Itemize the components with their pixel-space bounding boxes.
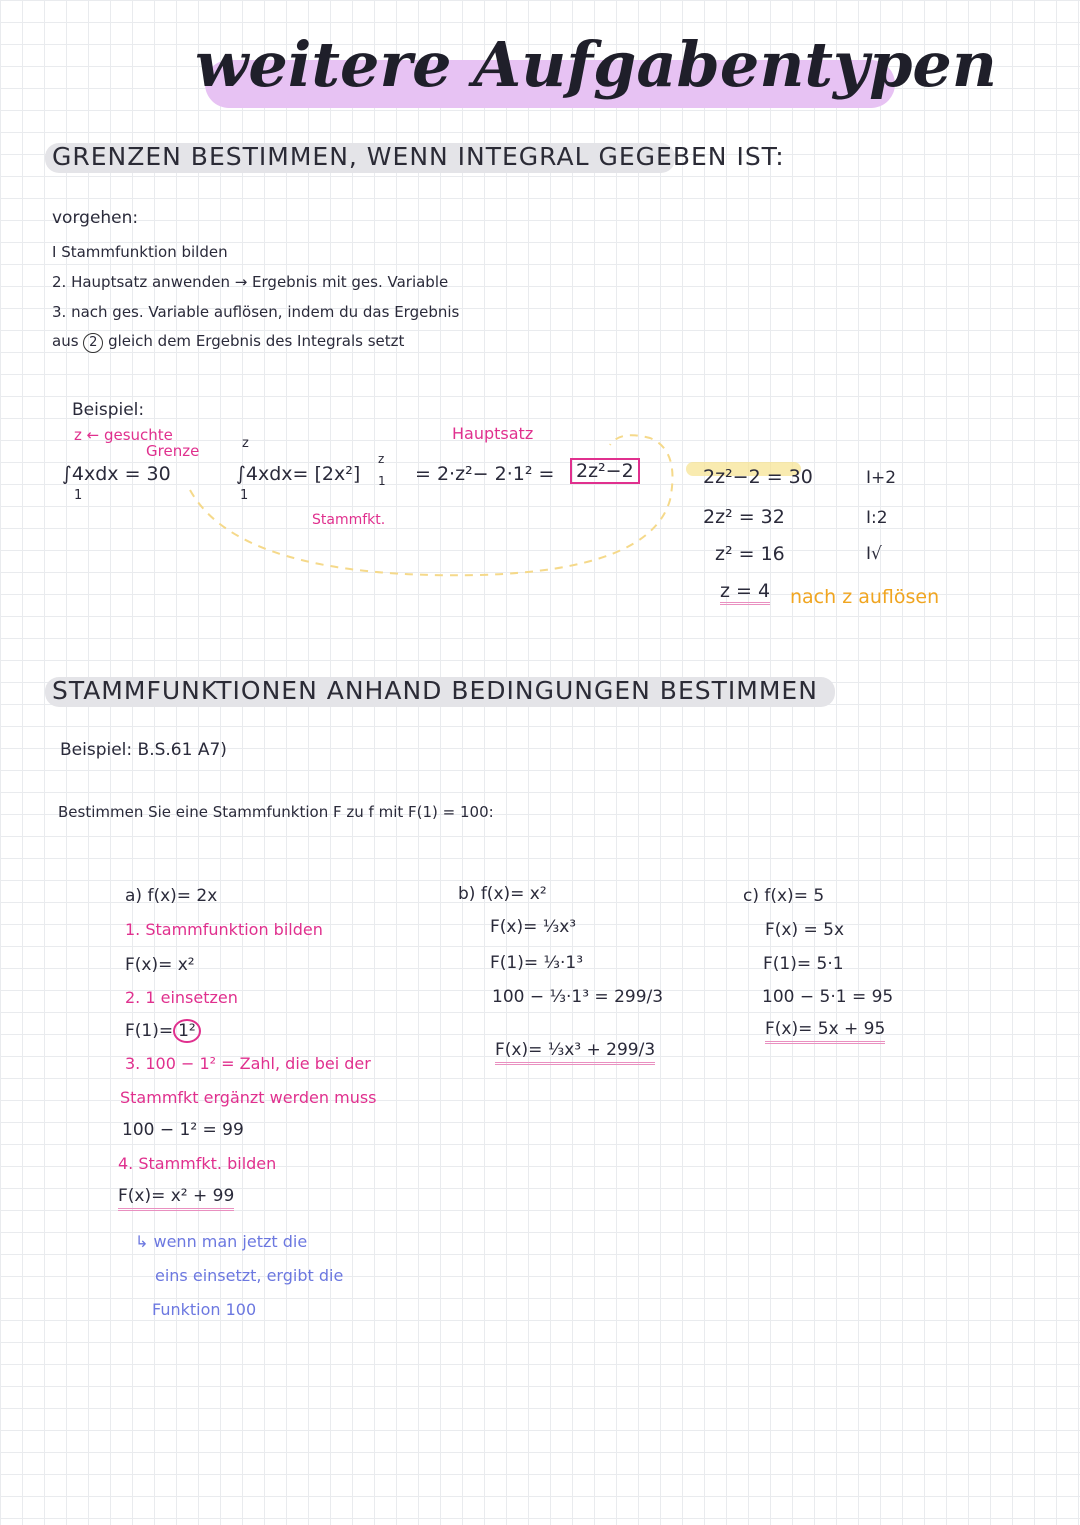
- stammfkt-label: Stammfkt.: [312, 512, 386, 528]
- hauptsatz-label: Hauptsatz: [452, 424, 534, 443]
- b-F1: F(1)= ⅓·1³: [490, 953, 584, 973]
- a-note-2: eins einsetzt, ergibt die: [155, 1266, 344, 1285]
- step-3-continued: [52, 332, 404, 353]
- boxed-result: 2z²−2: [570, 458, 640, 484]
- task-text: Bestimmen Sie eine Stammfunktion F zu f mit F(1) = 100:: [58, 803, 494, 821]
- op-2: I:2: [866, 508, 888, 528]
- b-f: b) f(x)= x²: [458, 884, 547, 904]
- step-3: 3. nach ges. Variable auflösen, indem du das Ergebnis: [52, 303, 460, 321]
- b-calc: 100 − ⅓·1³ = 299/3: [492, 987, 664, 1007]
- example-label: Beispiel:: [72, 400, 145, 420]
- solve-note: nach z auflösen: [790, 586, 940, 608]
- solve-line-4: z = 4: [720, 580, 770, 605]
- step-2: 2. Hauptsatz anwenden → Ergebnis mit ges. Variable: [52, 273, 449, 291]
- a-note-1: ↳ wenn man jetzt die: [135, 1232, 308, 1251]
- step-1: I Stammfunktion bilden: [52, 243, 228, 261]
- page-title: weitere Aufgabentypen: [195, 28, 997, 101]
- c-result: F(x)= 5x + 95: [765, 1019, 885, 1044]
- annotation-grenze: Grenze: [146, 442, 200, 460]
- op-1: I+2: [866, 468, 897, 488]
- c-F1: F(1)= 5·1: [763, 954, 844, 974]
- solve-line-2: 2z² = 32: [703, 506, 785, 528]
- hauptsatz-expression: = 2·z²− 2·1² =: [415, 463, 555, 485]
- annotation-gesuchte: z ← gesuchte: [74, 426, 173, 444]
- a-F1: [125, 1021, 201, 1041]
- given-integral: ∫4xdx = 30: [62, 463, 171, 485]
- a-note-3: Funktion 100: [152, 1300, 257, 1319]
- section2-heading: STAMMFUNKTIONEN ANHAND BEDINGUNGEN BESTIMMEN: [52, 676, 818, 705]
- step-3-pre: aus: [52, 332, 79, 350]
- bracket-lower: 1: [378, 474, 386, 488]
- a-step4: 4. Stammfkt. bilden: [118, 1154, 277, 1173]
- a-step3b: Stammfkt ergänzt werden muss: [120, 1088, 377, 1107]
- b-result: F(x)= ⅓x³ + 299/3: [495, 1040, 655, 1065]
- integral-lower: 1: [240, 488, 249, 503]
- c-calc: 100 − 5·1 = 95: [762, 987, 894, 1007]
- example-reference: Beispiel: B.S.61 A7): [60, 740, 227, 760]
- step-3-post: gleich dem Ergebnis des Integrals setzt: [108, 332, 405, 350]
- c-f: c) f(x)= 5: [743, 886, 825, 906]
- a-step3a: 3. 100 − 1² = Zahl, die bei der: [125, 1054, 371, 1073]
- a-f: a) f(x)= 2x: [125, 886, 218, 906]
- a-F: F(x)= x²: [125, 955, 195, 975]
- a-calc: 100 − 1² = 99: [122, 1120, 244, 1140]
- dashed-connector: [180, 420, 720, 590]
- b-F: F(x)= ⅓x³: [490, 917, 577, 937]
- integral-step: ∫4xdx= [2x²]: [236, 463, 361, 485]
- circled-step-number: 2: [83, 333, 103, 353]
- section1-heading: GRENZEN BESTIMMEN, WENN INTEGRAL GEGEBEN IST:: [52, 142, 785, 171]
- op-3: I√: [866, 544, 882, 564]
- bracket-upper: z: [378, 452, 385, 466]
- c-F: F(x) = 5x: [765, 920, 845, 940]
- integral-upper: z: [242, 436, 249, 451]
- a-step1: 1. Stammfunktion bilden: [125, 920, 323, 939]
- solve-line-3: z² = 16: [715, 543, 785, 565]
- solve-line-1: 2z²−2 = 30: [703, 466, 813, 488]
- steps-label: vorgehen:: [52, 208, 139, 228]
- a-F1-pre: F(1)=: [125, 1021, 174, 1041]
- a-result: F(x)= x² + 99: [118, 1186, 234, 1211]
- given-integral-lower: 1: [74, 488, 83, 503]
- a-step2: 2. 1 einsetzen: [125, 988, 238, 1007]
- a-F1-circled: 1²: [173, 1019, 201, 1043]
